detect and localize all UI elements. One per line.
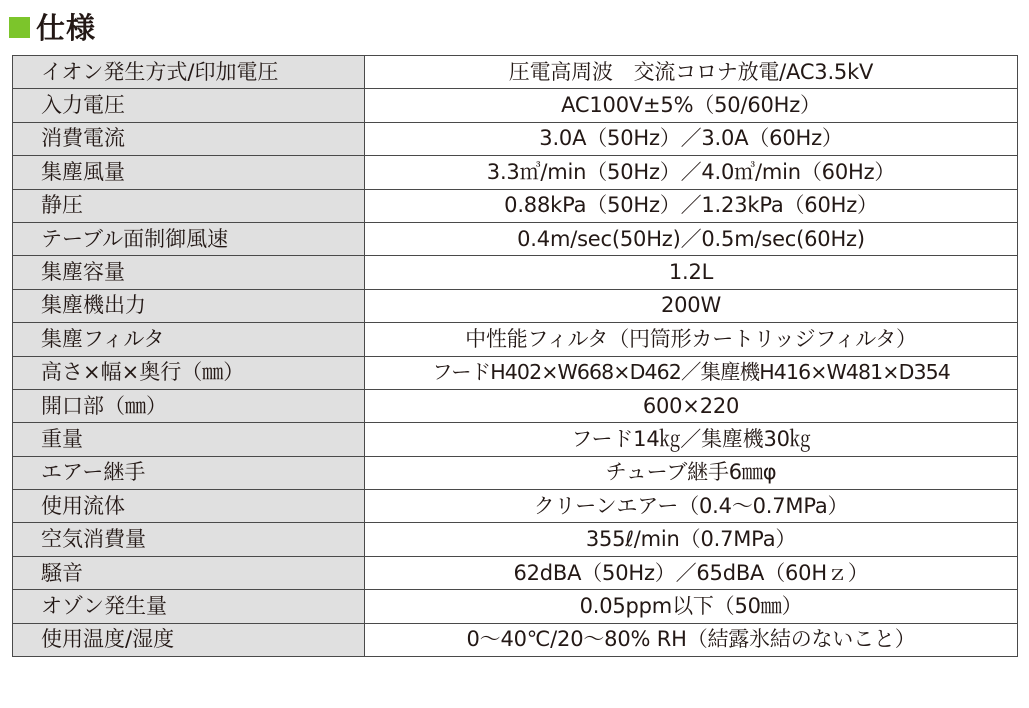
spec-row [13,523,1018,556]
spec-label: 重量 [13,423,365,456]
spec-value: 3.0A（50Hz）／3.0A（60Hz） [365,122,1018,155]
spec-row [13,389,1018,422]
spec-label: 空気消費量 [13,523,365,556]
spec-label: オゾン発生量 [13,590,365,623]
spec-label: エアー継手 [13,456,365,489]
spec-value: クリーンエアー（0.4～0.7MPa） [365,490,1018,523]
spec-value: フード14㎏／集塵機30㎏ [365,423,1018,456]
spec-label: テーブル面制御風速 [13,222,365,255]
spec-value: 355ℓ/min（0.7MPa） [365,523,1018,556]
spec-label: 集塵容量 [13,256,365,289]
spec-row [13,556,1018,589]
spec-label: 開口部（㎜） [13,389,365,422]
spec-value: AC100V±5%（50/60Hz） [365,89,1018,122]
green-square-icon [9,17,30,38]
spec-row [13,289,1018,322]
spec-value: 0～40℃/20～80% RH（結露氷結のないこと） [365,623,1018,656]
spec-row [13,456,1018,489]
spec-label: 騒音 [13,556,365,589]
spec-table [12,55,1018,657]
spec-row [13,89,1018,122]
spec-row [13,323,1018,356]
spec-table-body [13,56,1018,657]
spec-label: 消費電流 [13,122,365,155]
spec-label: 高さ×幅×奥行（㎜） [13,356,365,389]
spec-label: 使用温度/湿度 [13,623,365,656]
spec-value: 62dBA（50Hz）／65dBA（60Hｚ） [365,556,1018,589]
spec-value: 圧電高周波 交流コロナ放電/AC3.5kV [365,56,1018,89]
section-header [9,6,96,46]
spec-value: 0.05ppm以下（50㎜） [365,590,1018,623]
spec-row [13,590,1018,623]
spec-value: フードH402×W668×D462／集塵機H416×W481×D354 [365,356,1018,389]
spec-label: 使用流体 [13,490,365,523]
spec-label: 集塵風量 [13,156,365,189]
spec-label: 集塵フィルタ [13,323,365,356]
spec-value: 1.2L [365,256,1018,289]
spec-value: 0.4m/sec(50Hz)／0.5m/sec(60Hz) [365,222,1018,255]
spec-row [13,256,1018,289]
spec-label: 静圧 [13,189,365,222]
spec-value: 200W [365,289,1018,322]
spec-value: 3.3㎥/min（50Hz）／4.0㎥/min（60Hz） [365,156,1018,189]
spec-value: 600×220 [365,389,1018,422]
spec-label: 集塵機出力 [13,289,365,322]
spec-row [13,423,1018,456]
spec-row [13,356,1018,389]
spec-row [13,222,1018,255]
spec-row [13,490,1018,523]
spec-row [13,56,1018,89]
section-title: 仕様 [36,10,97,45]
spec-row [13,156,1018,189]
spec-value: 中性能フィルタ（円筒形カートリッジフィルタ） [365,323,1018,356]
spec-row [13,623,1018,656]
spec-row [13,122,1018,155]
spec-value: チューブ継手6㎜φ [365,456,1018,489]
spec-label: イオン発生方式/印加電圧 [13,56,365,89]
spec-label: 入力電圧 [13,89,365,122]
spec-row [13,189,1018,222]
spec-value: 0.88kPa（50Hz）／1.23kPa（60Hz） [365,189,1018,222]
